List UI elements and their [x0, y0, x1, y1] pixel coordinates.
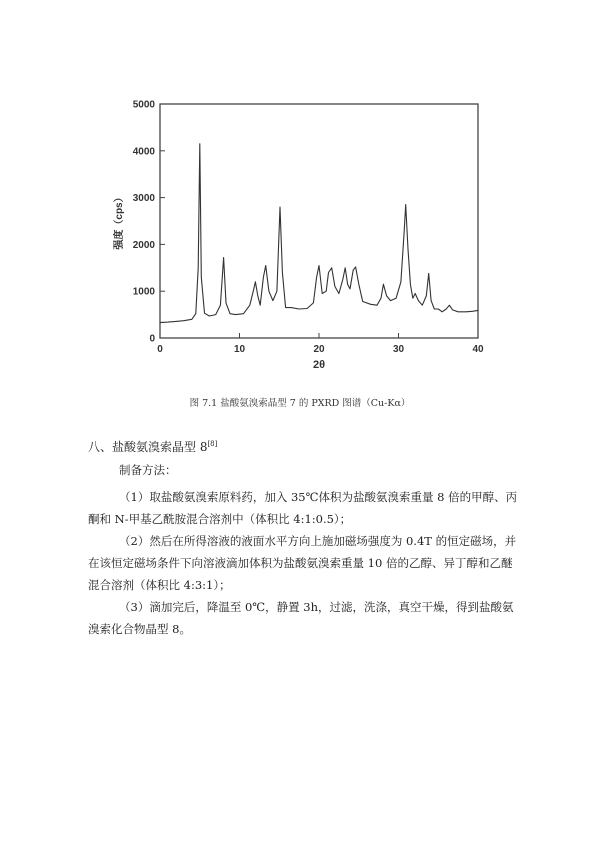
y-tick-label: 0 — [149, 333, 155, 345]
y-tick-label: 5000 — [132, 99, 155, 111]
figure-caption: 图 7.1 盐酸氨溴索晶型 7 的 PXRD 图谱（Cu-Kα） — [189, 398, 411, 409]
reference-superscript: [8] — [207, 440, 218, 448]
method-label: 制备方法： — [119, 463, 177, 477]
x-tick-label: 20 — [313, 344, 325, 355]
x-axis-label: 2θ — [312, 359, 326, 371]
pxrd-chart — [100, 92, 495, 384]
x-tick-label: 40 — [472, 344, 484, 355]
section-heading — [88, 438, 217, 455]
y-tick-label: 1000 — [132, 286, 155, 298]
y-tick-label: 3000 — [132, 193, 155, 205]
section-heading-text: 八、盐酸氨溴索晶型 8 — [88, 440, 208, 454]
step-1: （1）取盐酸氨溴索原料药，加入 35℃体积为盐酸氨溴索重量 8 倍的甲醇、丙酮和 N-甲基乙酰胺混合溶剂中（体积比 4:1:0.5）； — [88, 490, 518, 526]
y-tick-label: 4000 — [132, 146, 155, 158]
y-axis-label: 强度（cps） — [114, 192, 125, 250]
y-tick-label: 2000 — [132, 239, 155, 251]
x-tick-label: 30 — [392, 344, 405, 355]
x-tick-label: 0 — [157, 344, 163, 355]
x-tick-label: 10 — [233, 344, 246, 355]
step-2: （2）然后在所得溶液的液面水平方向上施加磁场强度为 0.4T 的恒定磁场，并在该恒定磁场条件下向溶液滴加体积为盐酸氨溴索重量 10 倍的乙醇、异丁醇和乙醚混合溶剂（体积比 4:3:1）； — [88, 534, 517, 592]
pxrd-series-line — [160, 144, 478, 323]
plot-frame — [160, 104, 478, 338]
step-3: （3）滴加完后，降温至 0℃，静置 3h，过滤，洗涤，真空干燥，得到盐酸氨溴索化合物晶型 8。 — [88, 600, 514, 636]
